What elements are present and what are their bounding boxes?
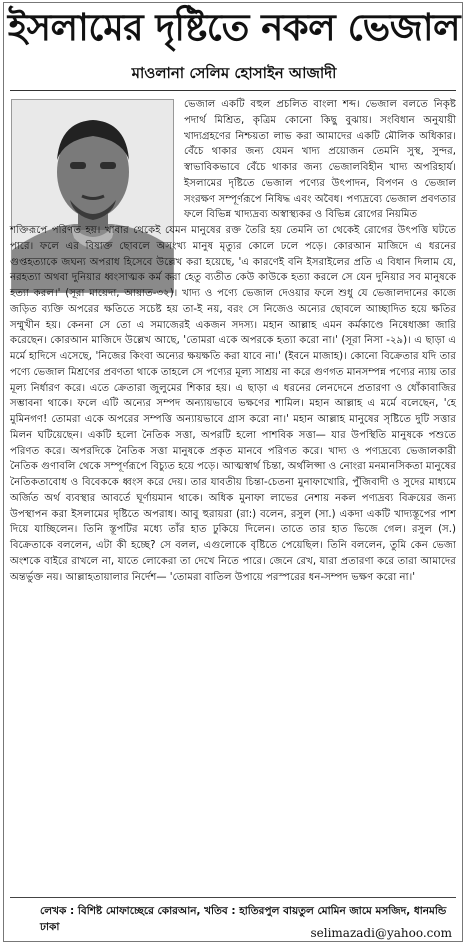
article-body — [10, 97, 456, 585]
author-email[interactable]: selimazadi@yahoo.com — [310, 926, 452, 940]
author-note-label: লেখক : — [40, 905, 75, 917]
lead-paragraph: ভেজাল একটি বহুল প্রচলিত বাংলা শব্দ। ভেজাল বলতে নিকৃষ্ট পদার্থ মিশ্রিত, কৃত্রিম কোনো কিছু বুঝায়। সংবিধান অনুযায়ী খাদ্যগ্রহণের নিশ্চয়তা লাভ করা আমাদের একটি মৌলিক অধিকার। বেঁচে থাকার জন্য যেমন খাদ্য প্রয়োজন তেমনি সুস্থ, সুন্দর, স্বাভাবিকভাবে বেঁচে থাকার জন্য ভেজালবিহীন খাদ্য অপরিহার্য। ইসলামের দৃষ্টিতে ভেজাল পণ্যের উৎপাদন, বিপণন ও ভেজাল সংরক্ষণ সম্পূর্ণরূপে নিষিদ্ধ এবং অবৈধ। পণ্যদ্রব্যে ভেজাল প্রবণতার ফলে বিভিন্ন খাদ্যদ্রব্য অস্বাস্থ্যকর ও বিভিন্ন রোগের নিয়মিত — [184, 99, 456, 221]
author-note-text: বিশিষ্ট মোফাচ্ছেরে কোরআন, খতিব : হাতিরপুল বায়তুল মোমিন জামে মসজিদ, ধানমন্ডি ঢাকা — [40, 905, 447, 933]
author-byline: মাওলানা সেলিম হোসাইন আজাদী — [131, 64, 337, 82]
footer-rule — [10, 897, 456, 898]
body-paragraph: শক্তিরূপে পরিণত হয়। খাবার থেকেই যেমন মানুষের রক্ত তৈরি হয় তেমনি তা থেকেই রোগের উৎপত্তি ঘটতে পারে। ফলে এর বিষাক্ত ছোবলে অসংখ্য মানুষ মৃত্যুর কোলে ঢলে পড়ে। কোরআন মাজিদে এ ধরনের গুপ্তহত্যাকে জঘন্য অপরাধ হিসেবে উল্লেখ করা হয়েছে, 'এ কারণেই বনি ইসরাইলের প্রতি এ বিধান দিলাম যে, নরহত্যা অথবা দুনিয়ার ধ্বংসাত্মক কর্ম করা হেতু ব্যতীত কেউ কাউকে হত্যা করলে সে যেন দুনিয়ার সব মানুষকে হত্যা করল।' (সূরা মায়েদা, আয়াত-৩২)। খাদ্য ও পণ্যে ভেজাল দেওয়ার ফলে শুধু যে ভেজালদানের কাজে জড়িত ব্যক্তি অপরের ক্ষতিতে সচেষ্ট হয় তা-ই নয়, বরং সে নিজেও অন্যের ছোবলে আচ্ছাদিত হয়ে ক্ষতির সম্মুখীন হয়। কেননা সে তো এ সমাজেরই একজন সদস্য। মহান আল্লাহ এমন কর্মকাণ্ডে নিষেধাজ্ঞা জারি করেছেন। কোরআন মাজিদে উল্লেখ আছে, 'তোমরা একে অপরকে হত্যা করো না।' (সূরা নিসা -২৯)। এ ছাড়া এ মর্মে হাদিসে এসেছে, 'নিজের কিংবা অন্যের ক্ষয়ক্ষতি করা যাবে না।' (ইবনে মাজাহ)। কোনো বিক্রেতার যদি তার পণ্যে ভেজাল মিশ্রণের প্রবণতা থাকে তাহলে সে পণ্যের মূল্য সাশ্রয় না করে গুণগত মানসম্পন্ন পণ্যের ন্যায় তার মূল্য নির্ধারণ করে। এতে ক্রেতারা জুলুমের শিকার হয়। এ ছাড়া এ ধরনের লেনদেনে প্রতারণা ও ধোঁকাবাজির সম্ভাবনা থাকে। ফলে এটি অন্যের সম্পদ অন্যায়ভাবে ভক্ষণের শামিল। মহান আল্লাহ এ মর্মে বলেছেন, 'হে মুমিনগণ! তোমরা একে অপরের সম্পত্তি অন্যায়ভাবে গ্রাস করো না।' মহান আল্লাহ মানুষের সৃষ্টিতে দুটি সত্তার মিলন ঘটিয়েছেন। একটি হলো নৈতিক সত্তা, অপরটি হলো পাশবিক সত্তা— যার উপস্থিতি মানুষকে পশুতে পরিণত করে। অপরদিকে নৈতিক সত্তা মানুষকে প্রকৃত মানবে পরিণত করে। খাদ্য ও পণ্যদ্রব্যে ভেজালকারী নৈতিক গুণাবলি থেকে সম্পূর্ণরূপে বিচ্যুত হয়ে পড়ে। আত্মস্বার্থ চিন্তা, অর্থলিপ্সা ও নোংরা মনমানসিকতা মানুষের নৈতিকতাবোধ ও বিবেককে ধ্বংস করে দেয়। তার যাবতীয় চিন্তা-চেতনা মুনাফাখোরি, পুঁজিবাদী ও সুদের মাধ্যমে অর্জিত অর্থ ব্যবস্থার আবর্তে ঘূর্ণায়মান থাকে। অধিক মুনাফা লাভের নেশায় নকল পণ্যদ্রব্য বিক্রয়ের জন্য উপস্থাপন করা ইসলামের দৃষ্টিতে অপরাধ। আবু হুরায়রা (রা:) বলেন, রসুল (সা.) একদা একটি খাদ্যস্তূপের পাশ দিয়ে যাচ্ছিলেন। তিনি স্তূপটির মধ্যে তাঁর হাত ঢুকিয়ে দিলেন। তাতে তার হাত ভিজে গেল। রসুল (স.) বিক্রেতাকে বললেন, এটা কী হচ্ছে? সে বলল, এগুলোকে বৃষ্টিতে পেয়েছিল। তিনি বললেন, তুমি কেন ভেজা অংশকে বাইরে রাখলে না, যাতে লোকেরা তা দেখে নিতে পারে। জেনে রেখ, যারা প্রতারণা করে তারা আমাদের অন্তর্ভুক্ত নয়। আল্লাহতায়ালার নির্দেশ— 'তোমরা বাতিল উপায়ে পরস্পরের ধন-সম্পদ ভক্ষণ করো না।' — [10, 225, 456, 583]
article-headline: ইসলামের দৃষ্টিতে নকল ভেজাল — [7, 5, 461, 49]
byline-rule — [10, 90, 456, 91]
